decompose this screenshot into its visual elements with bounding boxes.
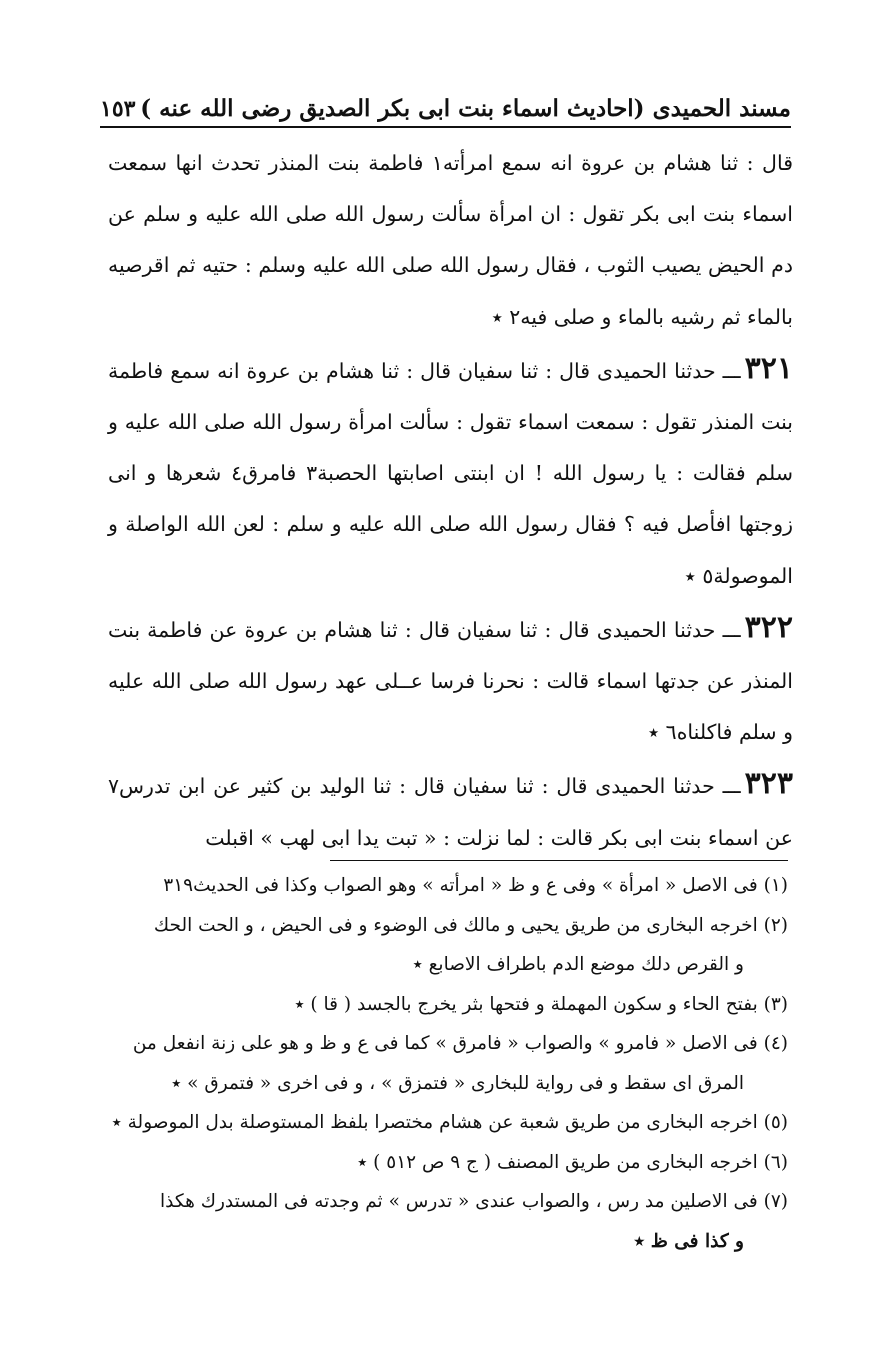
hadith-number: ٣٢٢ <box>744 609 793 645</box>
footnote: (٢) اخرجه البخارى من طريق يحيى و مالك فى الوضوء و فى الحيض ، و الحت الحك <box>153 914 788 936</box>
hadith-paragraph <box>108 758 793 863</box>
footnote-continuation: المرق اى سقط و فى رواية للبخارى « فتمزق » ، و فى اخرى « فتمرق » ٭ <box>171 1072 744 1094</box>
footnote: (١) فى الاصل « امرأة » وفى ع و ظ « امرأته » وهو الصواب وكذا فى الحديث٣١٩ <box>163 875 788 896</box>
footnote-continuation: و كذا فى ظ ٭ <box>634 1230 744 1252</box>
hadith-paragraph <box>108 602 793 759</box>
footnote: (٦) اخرجه البخارى من طريق المصنف ( ج ٩ ص ٥١٢ ) ٭ <box>357 1151 788 1173</box>
hadith-number: ٣٢٣ <box>744 766 793 802</box>
hadith-number: ٣٢١ <box>744 350 793 386</box>
header-rule <box>100 126 791 128</box>
footnote: (٣) بفتح الحاء و سكون المهملة و فتحها بثر يخرج بالجسد ( قا ) ٭ <box>294 993 788 1015</box>
page-number: ١٥٣ <box>100 96 136 122</box>
hadith-text: ـــ حدثنا الحميدى قال : ثنا سفيان قال : ثنا الوليد بن كثير عن ابن تدرس٧ عن اسماء بنت ابى بكر قالت : لما نزلت : « تبت يدا ابى لهب » اقبلت <box>108 774 793 850</box>
footnote-rule <box>330 860 788 861</box>
footnote: (٤) فى الاصل « فامرو » والصواب « فامرق » كما فى ع و ظ و هو على زنة انفعل من <box>132 1033 788 1054</box>
footnote: (٧) فى الاصلين مد رس ، والصواب عندى « تدرس » ثم وجدته فى المستدرك هكذا <box>160 1191 788 1212</box>
header-title: مسند الحميدى (احاديث اسماء بنت ابى بكر الصديق رضى الله عنه ) <box>140 95 791 122</box>
footnotes <box>108 866 788 1261</box>
hadith-text: ـــ حدثنا الحميدى قال : ثنا سفيان قال : ثنا هشام بن عروة انه سمع فاطمة بنت المنذر تقول : سمعت اسماء تقول : سألت امرأة رسول الله صلى الله عليه و سلم فقالت : يا رسول الله ! ان ابنتى اصابتها الحصبة٣ فامرق٤ شعرها و انى زوجتها افأصل فيه ؟ فقال رسول الله صلى الله عليه و سلم : لعن الله الواصلة و الموصولة٥ ٭ <box>108 358 793 588</box>
running-header <box>100 78 791 122</box>
hadith-text: ـــ حدثنا الحميدى قال : ثنا سفيان قال : ثنا هشام بن عروة عن فاطمة بنت المنذر عن جدتها اسماء قالت : نحرنا فرسا عــلى عهد رسول الله صلى الله عليه و سلم فاكلناه٦ ٭ <box>108 617 793 745</box>
hadith-paragraph <box>108 343 793 602</box>
footnote-continuation: و القرص دلك موضع الدم باطراف الاصابع ٭ <box>412 954 744 975</box>
main-text <box>108 138 793 864</box>
footnote: (٥) اخرجه البخارى من طريق شعبة عن هشام مختصرا بلفظ المستوصلة بدل الموصولة ٭ <box>111 1112 788 1133</box>
intro-paragraph: قال : ثنا هشام بن عروة انه سمع امرأته١ فاطمة بنت المنذر تحدث انها سمعت اسماء بنت ابى بكر تقول : ان امرأة سألت رسول الله صلى الله عليه و سلم عن دم الحيض يصيب الثوب ، فقال رسول الله صلى الله عليه وسلم : حتيه ثم اقرصيه بالماء ثم رشيه بالماء و صلى فيه٢ ٭ <box>108 151 794 329</box>
